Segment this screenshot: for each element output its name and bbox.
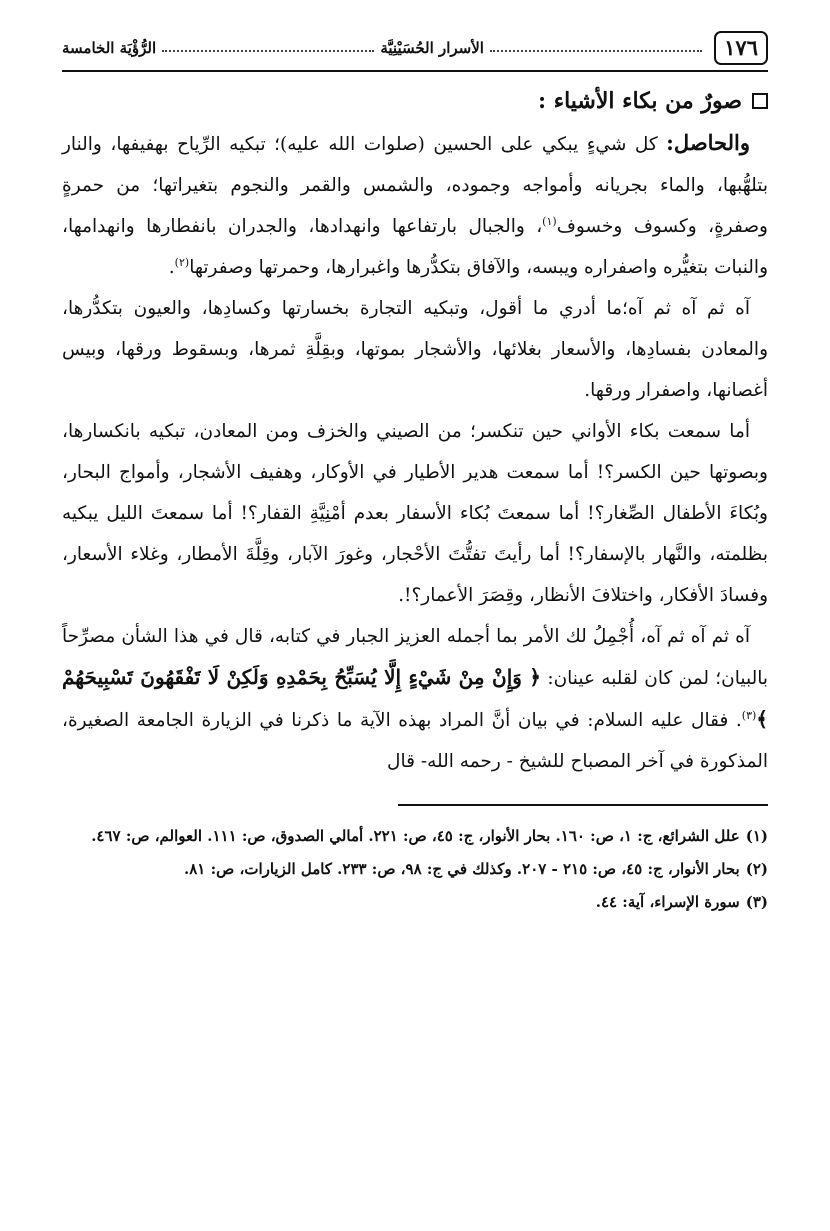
book-title: الأسرار الحُسَيْنِيَّة [380, 39, 484, 57]
footnote-text: علل الشرائع، ج: ١، ص: ١٦٠. بحار الأنوار، ج: ٤٥، ص: ٢٢١. أمالي الصدوق، ص: ١١١. العوالم، ص: ٤٦٧. [91, 827, 740, 845]
footnote-ref[interactable]: (٢) [174, 255, 190, 269]
paragraph-text: كل شيءٍ يبكي على الحسين (صلوات الله عليه)؛ تبكيه الرِّياح بهفيفها، والنار بتلهُّبها، والماء بجريانه وأمواجه وجموده، والشمس والقمر والنجوم بتغيراتها؛ من حمرةٍ وصفرةٍ، وكسوف وخسوف [62, 134, 768, 237]
footnote [62, 820, 768, 853]
header-rule [62, 70, 768, 72]
footnote-text: سورة الإسراء، آية: ٤٤. [595, 893, 740, 911]
footnote-ref[interactable]: (١) [542, 214, 557, 228]
footnote-number: (٣) [745, 893, 768, 911]
paragraph [62, 288, 768, 411]
square-bullet-icon [752, 93, 768, 109]
section-heading [62, 88, 768, 114]
header-dots [490, 50, 702, 52]
running-header [62, 28, 768, 68]
paragraph [62, 122, 768, 288]
paragraph-text: . [168, 257, 175, 278]
paragraph [62, 411, 768, 616]
body-text [62, 122, 768, 782]
page-number: ١٧٦ [714, 31, 768, 65]
paragraph-text: ، والجبال بارتفاعها وانهدادها، والجدران بانفطارها وانهدامها، والنبات بتغيُّره واصفراره ويبسه، والآفاق بتكدُّرها واغبرارها، وحمرتها وصفرتها [62, 216, 768, 278]
section-heading-text: صورٌ من بكاء الأشياء : [537, 88, 742, 114]
paragraph-text: أما سمعت بكاء الأواني حين تنكسر؛ من الصيني والخزف ومن المعادن، تبكيه بانكسارها، وبصوتها حين الكسر؟! أما سمعت هدير الأطيار في الأوكار، وهفيف الأشجار، وأمواج البحار، وبُكاءَ الأطفال الصِّغار؟! أما سمعتَ بُكاء الأسفار بعدم أمْنِيَّةِ القفار؟! أما سمعتَ الليل يبكيه بظلمته، والنَّهار بالإسفار؟! أما رأيتَ تفتُّتَ الأحْجار، وغورَ الآبار، وقِلَّةَ الأمطار، وغلاء الأسعار، وفسادَ الأفكار، واختلافَ الأنظار، وقِصَرَ الأعمار؟!. [62, 421, 768, 606]
header-dots [162, 50, 374, 52]
footnote-rule [398, 804, 768, 806]
quran-verse: ﴿ وَإِنْ مِنْ شَيْءٍ إِلَّا يُسَبِّحُ بِحَمْدِهِ وَلَكِنْ لَا تَفْقَهُونَ تَسْبِيحَهُمْ ﴾ [62, 665, 768, 731]
paragraph-lead: والحاصل: [666, 130, 750, 155]
footnote-text: بحار الأنوار، ج: ٤٥، ص: ٢١٥ - ٢٠٧. وكذلك في ج: ٩٨، ص: ٢٣٣. كامل الزيارات، ص: ٨١. [184, 860, 740, 878]
footnote-ref[interactable]: (٣) [741, 708, 757, 722]
paragraph-text: آه ثم آه ثم آه، أُجْمِلُ لك الأمر بما أجمله العزيز الجبار في كتابه، قال في هذا الشأن مصرِّحاً بالبيان؛ لمن كان لقلبه عينان: [62, 626, 768, 689]
footnote-number: (١) [745, 827, 768, 845]
paragraph-text: آه ثم آه ثم آه؛ما أدري ما أقول، وتبكيه التجارة بخسارتها وكسادِها، والعيون بتكدُّرها، والمعادن بفسادِها، والأسعار بغلائها، والأشجار بموتها، وبقِلَّةِ ثمرها، وبسقوط ورقها، وبيس أغصانها، واصفرار ورقها. [62, 298, 768, 401]
footnotes [62, 820, 768, 919]
footnote [62, 886, 768, 919]
paragraph [62, 616, 768, 782]
footnote [62, 853, 768, 886]
chapter-title: الرُّؤْيَة الخامسة [62, 39, 157, 57]
footnote-number: (٢) [745, 860, 768, 878]
header-titles [62, 39, 708, 57]
paragraph-text: . فقال عليه السلام: في بيان أنَّ المراد بهذه الآية ما ذكرنا في الزيارة الجامعة الصغيرة، المذكورة في آخر المصباح للشيخ - رحمه الله- قال [62, 710, 768, 772]
book-page [62, 28, 768, 1203]
